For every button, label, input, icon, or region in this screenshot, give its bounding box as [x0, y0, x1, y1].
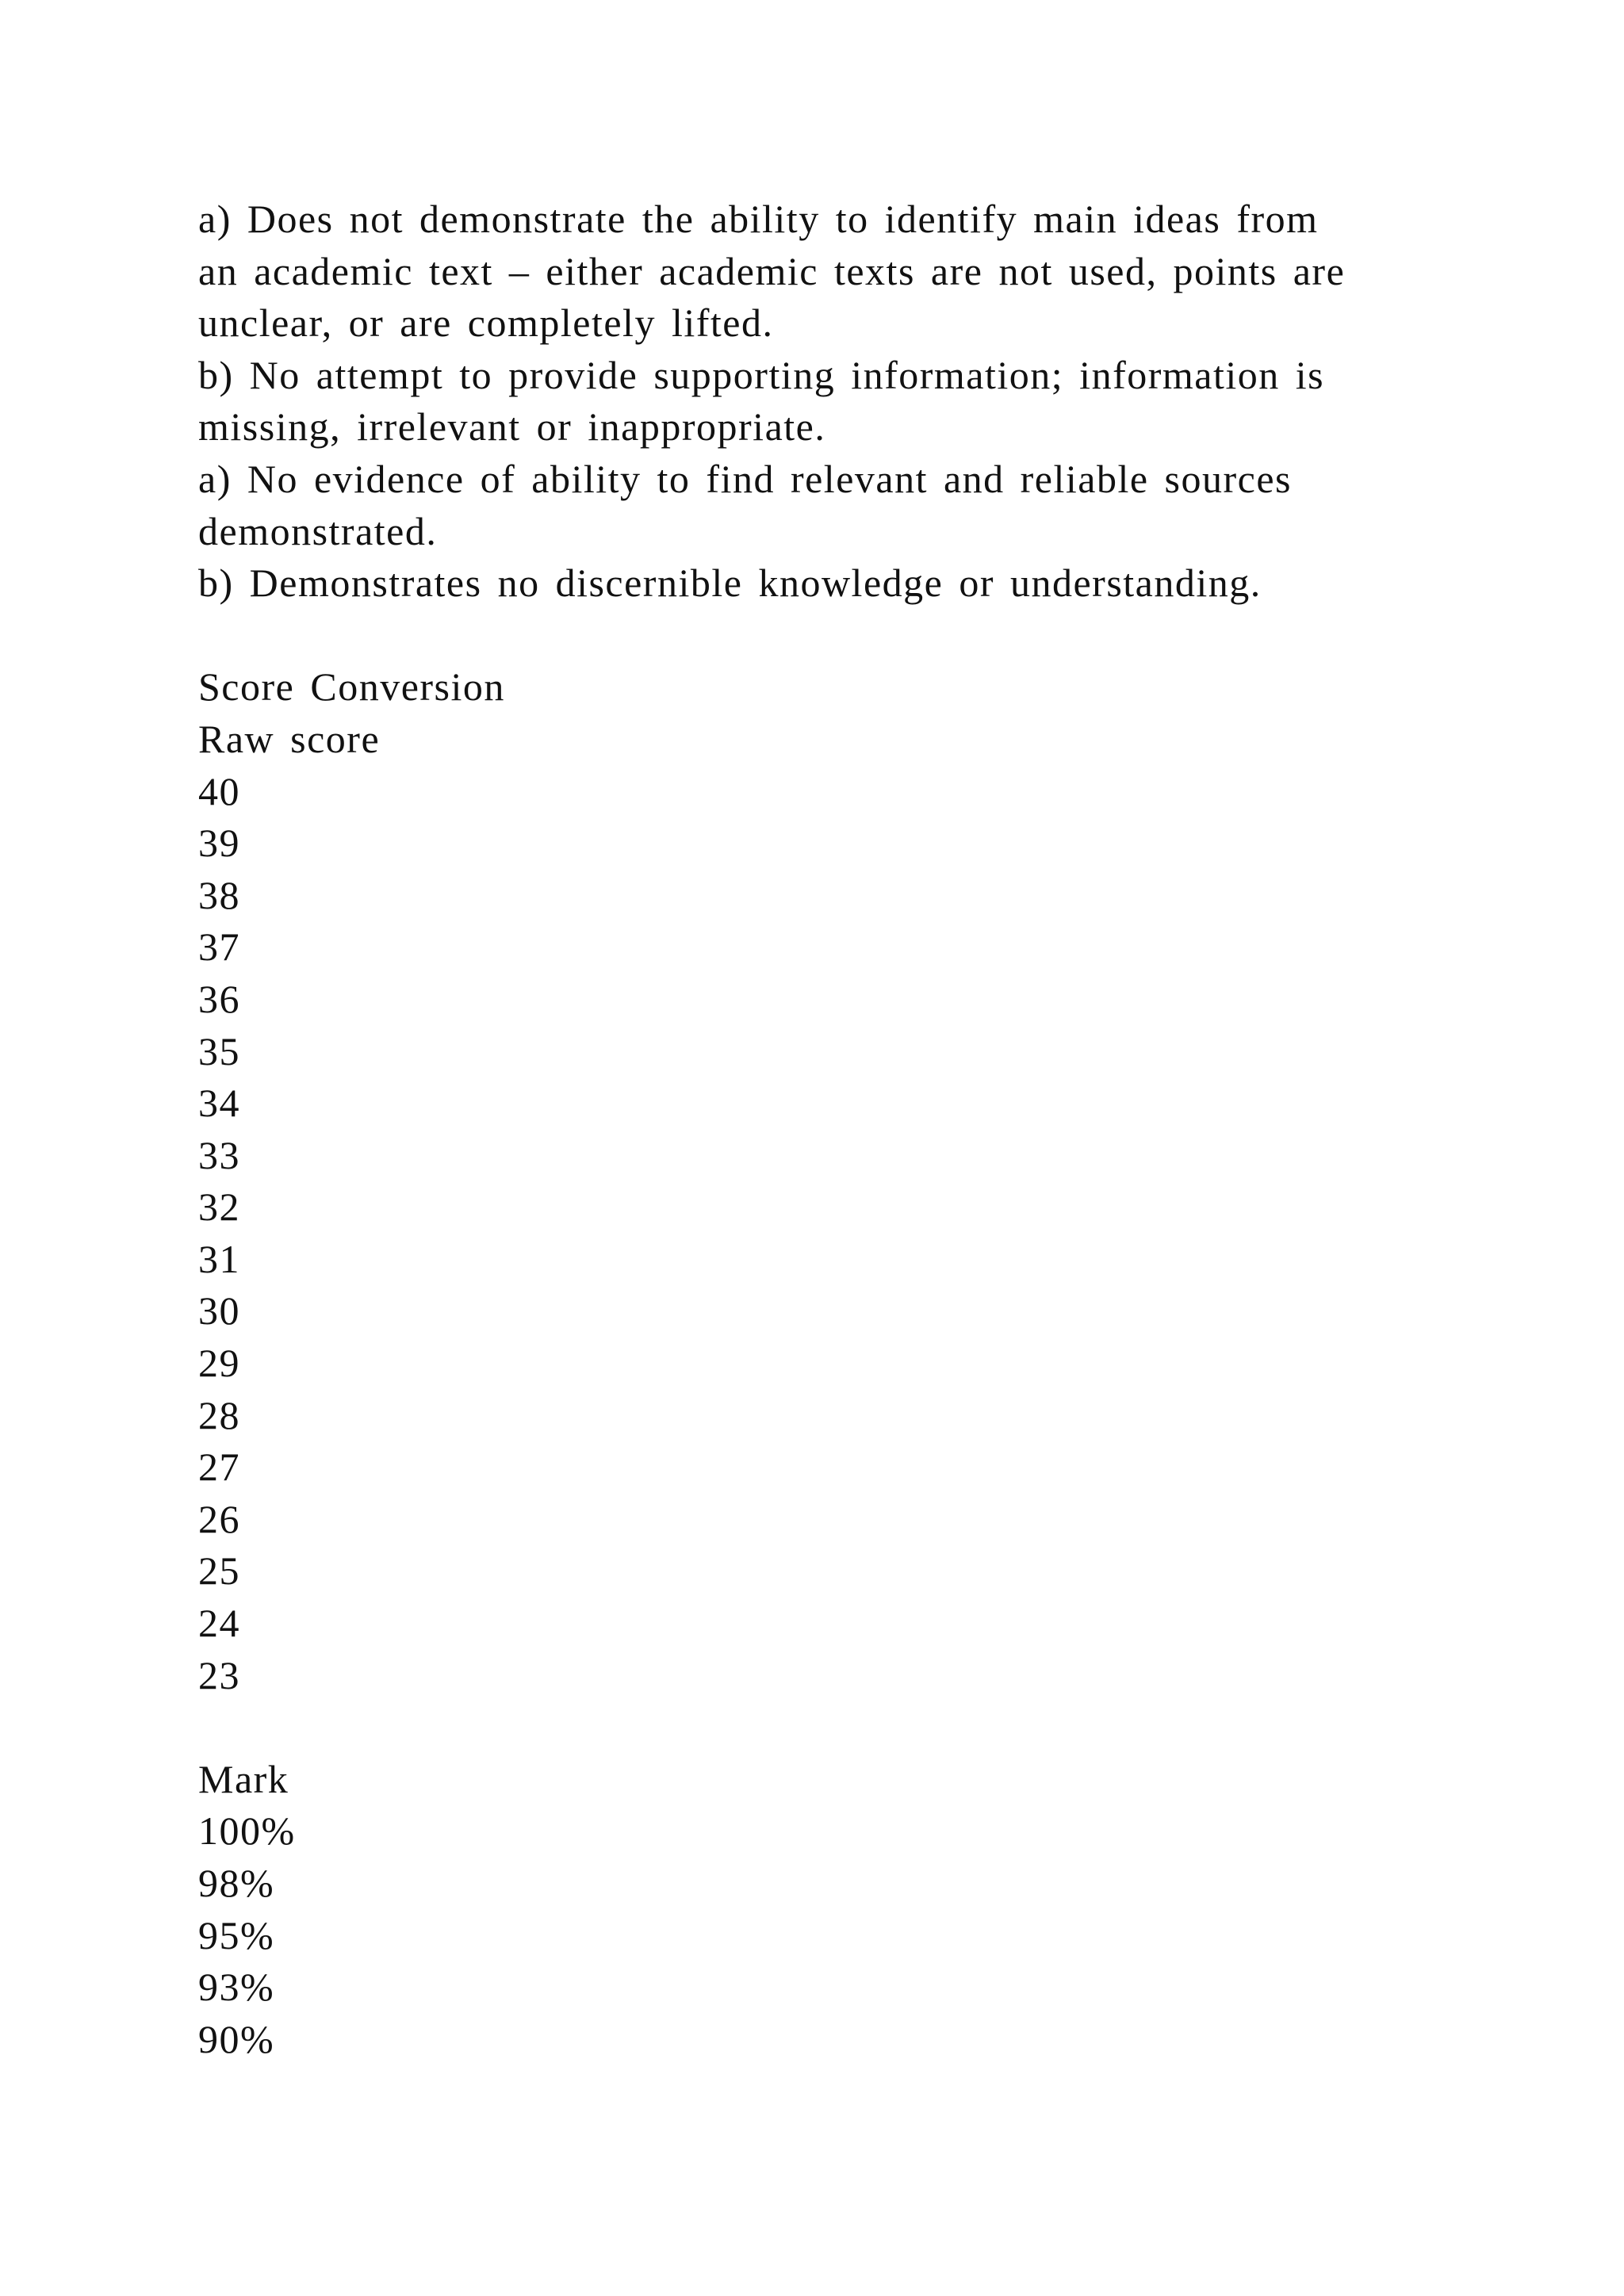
mark-header: Mark — [198, 1756, 289, 1801]
raw-score-value: 25 — [198, 1548, 240, 1594]
criteria-line: b) No attempt to provide supporting information; information is — [198, 352, 1325, 397]
criteria-line: unclear, or are completely lifted. — [198, 300, 774, 346]
criteria-line: a) No evidence of ability to find relevant and reliable sources — [198, 456, 1293, 501]
raw-score-value: 28 — [198, 1392, 240, 1437]
raw-score-value: 32 — [198, 1184, 240, 1230]
raw-score-value: 34 — [198, 1081, 240, 1126]
raw-score-value: 36 — [198, 976, 240, 1021]
raw-score-value: 33 — [198, 1132, 240, 1177]
raw-score-value: 23 — [198, 1652, 240, 1697]
mark-value: 90% — [198, 2016, 275, 2061]
raw-score-value: 31 — [198, 1236, 240, 1281]
raw-score-value: 24 — [198, 1601, 240, 1646]
raw-score-value: 30 — [198, 1288, 240, 1334]
raw-score-value: 38 — [198, 872, 240, 917]
criteria-line: b) Demonstrates no discernible knowledge or understanding. — [198, 561, 1262, 606]
mark-value: 100% — [198, 1808, 296, 1854]
blank-line — [198, 610, 1483, 662]
criteria-line: an academic text – either academic texts are not used, points are — [198, 248, 1346, 293]
raw-score-header: Raw score — [198, 716, 381, 761]
mark-value: 93% — [198, 1965, 275, 2010]
criteria-line: a) Does not demonstrate the ability to identify main ideas from — [198, 197, 1319, 241]
raw-score-value: 39 — [198, 821, 240, 866]
criteria-line: missing, irrelevant or inappropriate. — [198, 404, 826, 450]
score-conversion-title: Score Conversion — [198, 664, 505, 710]
raw-score-value: 27 — [198, 1445, 240, 1490]
raw-score-value: 29 — [198, 1341, 240, 1386]
document-body — [198, 193, 1483, 2065]
raw-score-value: 26 — [198, 1496, 240, 1541]
mark-value: 95% — [198, 1912, 275, 1957]
raw-score-value: 37 — [198, 924, 240, 970]
raw-score-value: 35 — [198, 1028, 240, 1073]
blank-line — [198, 1701, 1483, 1754]
raw-score-value: 40 — [198, 768, 240, 813]
mark-value: 98% — [198, 1861, 275, 1905]
criteria-line: demonstrated. — [198, 508, 438, 553]
